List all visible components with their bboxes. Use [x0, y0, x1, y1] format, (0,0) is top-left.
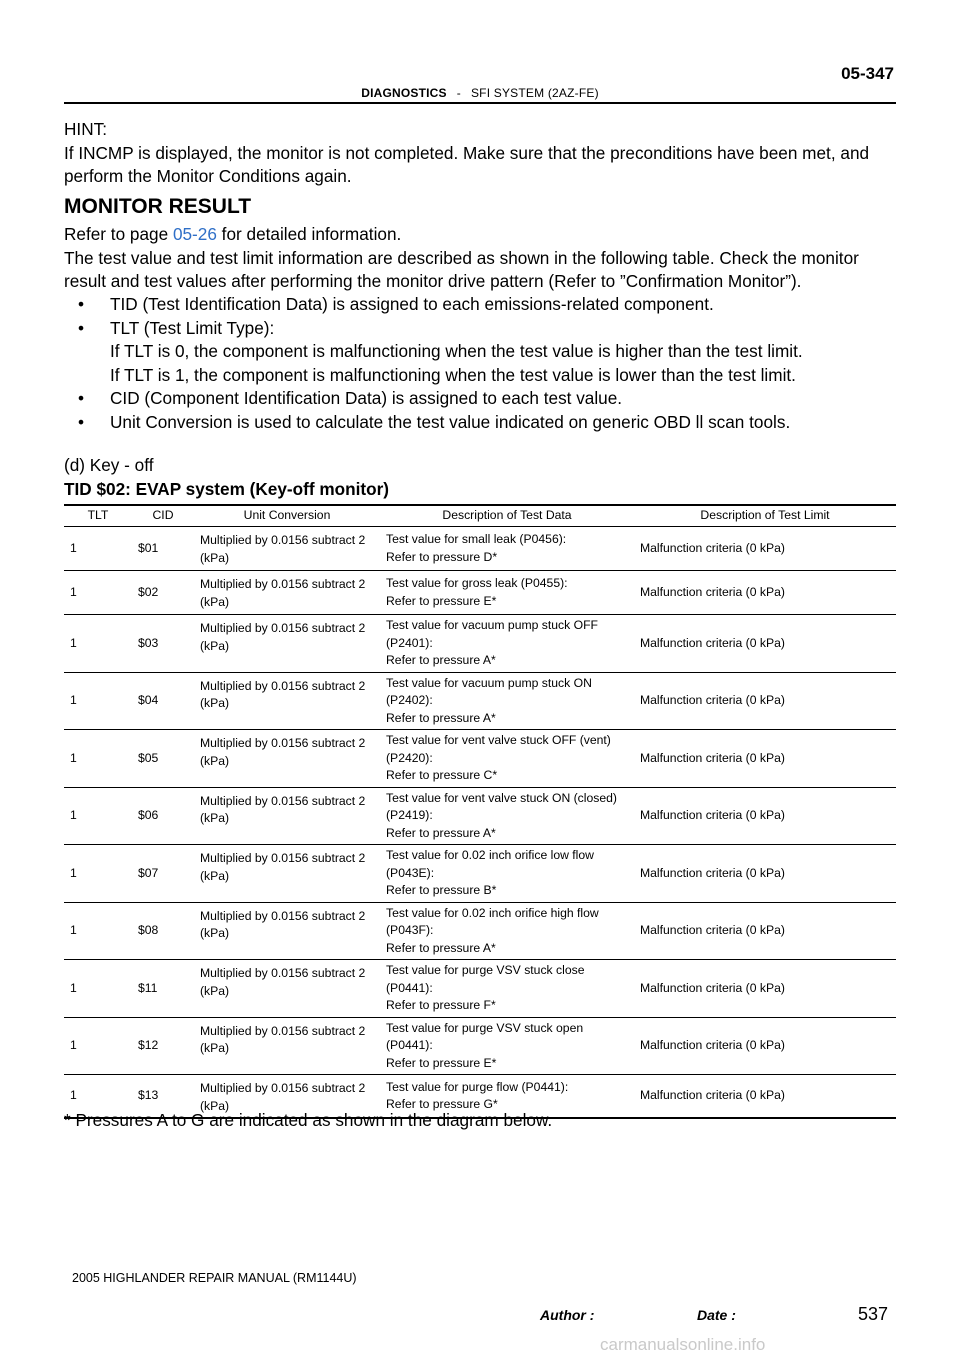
- monitor-table: [64, 504, 896, 1119]
- cell-line: Refer to pressure E*: [386, 1055, 497, 1070]
- bullet-icon: •: [78, 317, 85, 338]
- cell-line: Multiplied by 0.0156 subtract 2: [200, 966, 366, 980]
- cell-line: (P043E):: [386, 865, 435, 880]
- cell-line: Test value for purge VSV stuck close: [386, 963, 585, 977]
- cell-cid: $06: [132, 787, 194, 845]
- cell-line: (kPa): [200, 753, 230, 768]
- refer-suffix: for detailed information.: [216, 224, 402, 244]
- cell-test-limit: Malfunction criteria (0 kPa): [634, 787, 896, 845]
- cell-line: (P043F):: [386, 923, 434, 937]
- cell-tlt: 1: [64, 845, 132, 903]
- watermark: carmanualsonline.info: [600, 1335, 766, 1354]
- table-row: [64, 672, 896, 730]
- cell-test-limit: Malfunction criteria (0 kPa): [634, 1075, 896, 1119]
- cell-test-limit: Malfunction criteria (0 kPa): [634, 960, 896, 1018]
- cell-cid: $03: [132, 615, 194, 673]
- cell-test-limit: Malfunction criteria (0 kPa): [634, 730, 896, 788]
- cell-test-data: [380, 787, 634, 845]
- cell-cid: $04: [132, 672, 194, 730]
- cell-tlt: 1: [64, 960, 132, 1018]
- cell-cid: $12: [132, 1017, 194, 1075]
- author-label: Author :: [540, 1307, 595, 1323]
- cell-line: (P2402):: [386, 693, 433, 707]
- table-row: [64, 615, 896, 673]
- cell-line: (kPa): [200, 550, 230, 565]
- cell-line: Multiplied by 0.0156 subtract 2: [200, 577, 366, 591]
- footnote: * Pressures A to G are indicated as shown in the diagram below.: [64, 1110, 553, 1130]
- col-header-unit: Unit Conversion: [194, 505, 380, 527]
- cell-line: (kPa): [200, 1041, 230, 1055]
- bullet-line: If TLT is 1, the component is malfunctioning when the test value is lower than the test limit.: [110, 364, 796, 385]
- cell-cid: $13: [132, 1075, 194, 1119]
- page-link[interactable]: 05-26: [172, 224, 217, 244]
- col-header-test-limit: Description of Test Limit: [634, 505, 896, 527]
- cell-test-limit: Malfunction criteria (0 kPa): [634, 672, 896, 730]
- table-row: [64, 571, 896, 615]
- cell-test-data: [380, 960, 634, 1018]
- cell-test-data: [380, 615, 634, 673]
- header-rule: [64, 102, 896, 104]
- table-row: [64, 845, 896, 903]
- cell-test-limit: Malfunction criteria (0 kPa): [634, 615, 896, 673]
- cell-line: Refer to pressure B*: [386, 883, 497, 897]
- header-system: SFI SYSTEM (2AZ-FE): [470, 86, 599, 100]
- cell-line: Refer to pressure A*: [386, 710, 496, 725]
- cell-cid: $02: [132, 571, 194, 615]
- table-title: TID $02: EVAP system (Key-off monitor): [64, 479, 390, 499]
- cell-line: (P0441):: [386, 980, 433, 995]
- date-label: Date :: [697, 1307, 736, 1323]
- table-header-row: [64, 505, 896, 527]
- cell-line: (kPa): [200, 696, 230, 710]
- cell-unit: [194, 730, 380, 788]
- header-separator: -: [456, 86, 461, 100]
- cell-line: (kPa): [200, 811, 230, 825]
- cell-line: Test value for vent valve stuck OFF (vent): [386, 733, 611, 747]
- cell-cid: $07: [132, 845, 194, 903]
- bullet-list: [64, 293, 898, 434]
- cell-cid: $08: [132, 902, 194, 960]
- hint-text: If INCMP is displayed, the monitor is not completed. Make sure that the preconditions have been met, and perform the Monitor Conditions again.: [64, 142, 870, 186]
- cell-tlt: 1: [64, 571, 132, 615]
- cell-tlt: 1: [64, 730, 132, 788]
- cell-line: Multiplied by 0.0156 subtract 2: [200, 736, 366, 750]
- bullet-line: Unit Conversion is used to calculate the test value indicated on generic OBD ll scan tools.: [110, 411, 791, 432]
- cell-line: Test value for small leak (P0456):: [386, 532, 567, 546]
- cell-line: (P2420):: [386, 750, 433, 765]
- cell-unit: [194, 902, 380, 960]
- bullet-item: [64, 411, 898, 435]
- cell-line: Multiplied by 0.0156 subtract 2: [200, 678, 366, 693]
- cell-line: Multiplied by 0.0156 subtract 2: [200, 1023, 366, 1038]
- cell-test-data: [380, 571, 634, 615]
- cell-test-data: [380, 672, 634, 730]
- cell-line: Test value for 0.02 inch orifice high flow: [386, 905, 599, 920]
- cell-unit: [194, 571, 380, 615]
- cell-line: (kPa): [200, 868, 230, 883]
- hint-label: HINT:: [64, 119, 107, 139]
- cell-line: (P2401):: [386, 635, 433, 650]
- cell-line: Refer to pressure A*: [386, 653, 496, 667]
- cell-line: Refer to pressure A*: [386, 940, 496, 955]
- cell-line: (kPa): [200, 983, 230, 998]
- table-row: [64, 960, 896, 1018]
- cell-line: Multiplied by 0.0156 subtract 2: [200, 533, 366, 547]
- cell-test-limit: Malfunction criteria (0 kPa): [634, 527, 896, 571]
- cell-unit: [194, 672, 380, 730]
- cell-line: Refer to pressure G*: [386, 1097, 498, 1111]
- bullet-line: TLT (Test Limit Type):: [110, 317, 275, 338]
- bullet-icon: •: [78, 294, 85, 314]
- cell-line: Refer to pressure C*: [386, 768, 498, 782]
- refer-prefix: Refer to page: [64, 224, 169, 244]
- col-header-tlt: TLT: [64, 505, 132, 527]
- cell-tlt: 1: [64, 902, 132, 960]
- header-section: DIAGNOSTICS: [361, 86, 447, 100]
- bullet-line: CID (Component Identification Data) is assigned to each test value.: [110, 388, 623, 408]
- cell-line: (P0441):: [386, 1038, 433, 1052]
- cell-line: Multiplied by 0.0156 subtract 2: [200, 1081, 366, 1095]
- intro-block: [64, 223, 898, 294]
- cell-line: Multiplied by 0.0156 subtract 2: [200, 908, 366, 923]
- cell-unit: [194, 527, 380, 571]
- bullet-icon: •: [78, 411, 85, 432]
- bullet-line: TID (Test Identification Data) is assigned to each emissions-related component.: [110, 294, 714, 314]
- cell-line: Refer to pressure D*: [386, 549, 498, 564]
- bullet-item: [64, 317, 898, 388]
- cell-test-data: [380, 1017, 634, 1075]
- hint-block: [64, 118, 898, 189]
- cell-test-limit: Malfunction criteria (0 kPa): [634, 845, 896, 903]
- cell-tlt: 1: [64, 787, 132, 845]
- running-header: [0, 86, 960, 100]
- step-label: (d) Key - off: [64, 455, 154, 475]
- intro-text: The test value and test limit information are described as shown in the following table. Check the monitor result and test values after performing the monitor drive pattern (Refer to ”Confirmation Monitor”).: [64, 247, 859, 291]
- page-code: 05-347: [841, 64, 894, 83]
- cell-line: Test value for 0.02 inch orifice low flow: [386, 848, 594, 862]
- cell-line: Multiplied by 0.0156 subtract 2: [200, 851, 366, 865]
- cell-line: (P2419):: [386, 808, 433, 822]
- cell-tlt: 1: [64, 615, 132, 673]
- cell-test-limit: Malfunction criteria (0 kPa): [634, 902, 896, 960]
- cell-line: Test value for purge flow (P0441):: [386, 1079, 569, 1094]
- col-header-cid: CID: [132, 505, 194, 527]
- table-row: [64, 902, 896, 960]
- cell-line: Refer to pressure F*: [386, 998, 496, 1012]
- page-number: 537: [858, 1304, 889, 1324]
- table-row: [64, 730, 896, 788]
- cell-unit: [194, 960, 380, 1018]
- cell-unit: [194, 615, 380, 673]
- section-title: MONITOR RESULT: [64, 195, 252, 218]
- cell-unit: [194, 845, 380, 903]
- cell-test-data: [380, 845, 634, 903]
- cell-line: (kPa): [200, 638, 230, 653]
- cell-line: Multiplied by 0.0156 subtract 2: [200, 793, 366, 808]
- cell-line: Refer to pressure E*: [386, 593, 497, 608]
- cell-tlt: 1: [64, 527, 132, 571]
- cell-tlt: 1: [64, 672, 132, 730]
- bullet-item: [64, 387, 898, 411]
- cell-line: (kPa): [200, 594, 230, 609]
- cell-test-data: [380, 527, 634, 571]
- cell-cid: $11: [132, 960, 194, 1018]
- cell-line: Test value for purge VSV stuck open: [386, 1020, 584, 1035]
- cell-line: (kPa): [200, 926, 230, 940]
- cell-line: Test value for gross leak (P0455):: [386, 576, 568, 590]
- cell-tlt: 1: [64, 1017, 132, 1075]
- cell-cid: $05: [132, 730, 194, 788]
- cell-test-limit: Malfunction criteria (0 kPa): [634, 1017, 896, 1075]
- cell-cid: $01: [132, 527, 194, 571]
- cell-unit: [194, 1017, 380, 1075]
- cell-line: Test value for vacuum pump stuck ON: [386, 675, 592, 690]
- col-header-test-data: Description of Test Data: [380, 505, 634, 527]
- cell-test-data: [380, 902, 634, 960]
- bullet-item: [64, 293, 898, 317]
- cell-line: Test value for vent valve stuck ON (closed): [386, 790, 617, 805]
- cell-line: (kPa): [200, 1098, 230, 1113]
- cell-unit: [194, 787, 380, 845]
- bullet-icon: •: [78, 388, 85, 408]
- bullet-line: If TLT is 0, the component is malfunctioning when the test value is higher than the test limit.: [110, 341, 803, 361]
- table-row: [64, 527, 896, 571]
- table-row: [64, 1017, 896, 1075]
- cell-test-limit: Malfunction criteria (0 kPa): [634, 571, 896, 615]
- refer-line: [64, 223, 898, 247]
- cell-tlt: 1: [64, 1075, 132, 1119]
- table-row: [64, 787, 896, 845]
- cell-line: Refer to pressure A*: [386, 825, 496, 840]
- cell-test-data: [380, 730, 634, 788]
- cell-line: Multiplied by 0.0156 subtract 2: [200, 621, 366, 635]
- manual-title: 2005 HIGHLANDER REPAIR MANUAL (RM1144U): [72, 1271, 357, 1285]
- cell-line: Test value for vacuum pump stuck OFF: [386, 618, 599, 632]
